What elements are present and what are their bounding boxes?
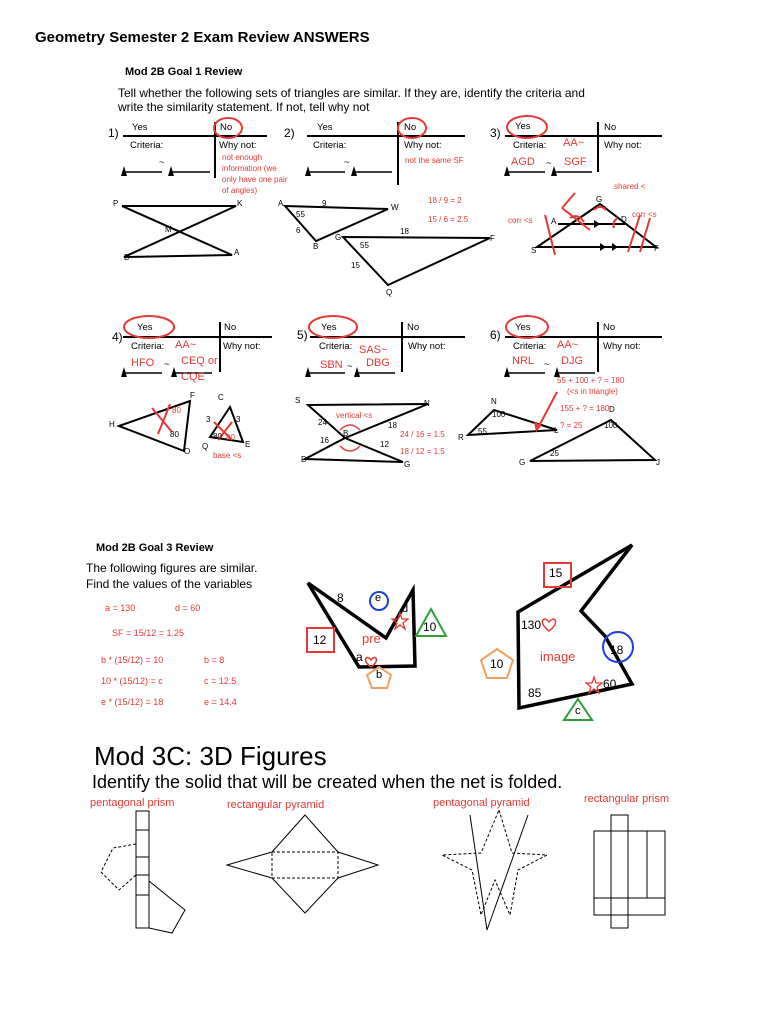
pre-d: d (402, 603, 409, 615)
p5-criteria-label: Criteria: (319, 341, 353, 352)
p2-side-18: 18 (400, 227, 409, 236)
mod3c-instructions: Identify the solid that will be created when the net is folded. (92, 772, 563, 792)
p6-arrow-line (538, 392, 557, 428)
p6-calc2: 155 + ? = 180 (560, 404, 610, 413)
pre-side-12: 12 (313, 633, 327, 647)
p5-calc1: 24 / 16 = 1.5 (400, 430, 445, 439)
p2-angle-55: 55 (296, 210, 305, 219)
pre-a: a (356, 650, 363, 664)
p1-reason: not enough information (we only have one pair of angles) (222, 153, 288, 195)
p4-criteria-label: Criteria: (131, 341, 165, 352)
p6-calc3: ? = 25 (560, 421, 583, 430)
p4-yes: Yes (137, 322, 153, 333)
p3-why-not-label: Why not: (604, 140, 642, 151)
p6-angle-55: 55 (478, 427, 487, 436)
net-answer-4: rectangular prism (584, 793, 669, 805)
p6-number: 6) (490, 328, 501, 342)
p6-calc1b: (<s in triangle) (567, 387, 618, 396)
p3-label-S: S (531, 246, 537, 255)
p5-number: 5) (297, 328, 308, 342)
p5-note-vertical: vertical <s (336, 411, 373, 420)
p3-label-D: D (621, 215, 627, 224)
p3-tri1: AGD (511, 156, 535, 168)
goal3-heading: Mod 2B Goal 3 Review (96, 542, 214, 554)
image-angle-130: 130 (521, 618, 542, 632)
p4-tilde: ~ (164, 359, 170, 370)
goal1-instructions-1: Tell whether the following sets of triangles are similar. If they are, identify the criteria and (118, 86, 585, 100)
p4-angle-80d: 80 (226, 433, 235, 442)
pre-side-10: 10 (423, 620, 437, 634)
p6-label-D: D (609, 405, 615, 414)
p4-note-base: base <s (213, 451, 242, 460)
p1-number: 1) (108, 126, 119, 140)
net-answer-2: rectangular pyramid (227, 799, 325, 811)
p6-tri2: DJG (561, 355, 583, 367)
image-angle-60: 60 (603, 677, 617, 691)
p5-label-N: N (424, 399, 430, 408)
p2-side-6: 6 (296, 226, 301, 235)
p5-why-not-label: Why not: (408, 341, 446, 352)
p6-criteria-label: Criteria: (513, 341, 547, 352)
p5-criteria-answer: SAS~ (359, 344, 388, 356)
answer-sf: SF = 15/12 = 1.25 (112, 628, 185, 638)
p5-side-16: 16 (320, 436, 329, 445)
mod3c-heading: Mod 3C: 3D Figures (94, 741, 327, 771)
goal1-instructions-2: write the similarity statement. If not, tell why not (118, 100, 370, 114)
p4-no: No (224, 322, 237, 333)
p4-tri2-line1: CEQ or (181, 355, 218, 367)
p5-label-G: G (404, 460, 411, 469)
p1-label-K: K (237, 199, 243, 208)
p2-calc2: 15 / 6 = 2.5 (428, 215, 469, 224)
p1-no: No (220, 122, 233, 133)
p2-side-9: 9 (322, 199, 327, 208)
p4-criteria-answer: AA~ (175, 339, 197, 351)
page-title: Geometry Semester 2 Exam Review ANSWERS (35, 29, 370, 46)
p3-label-G: G (596, 195, 603, 204)
p3-yes: Yes (515, 121, 531, 132)
p2-no: No (404, 122, 417, 133)
p3-note-corr-right: corr <s (632, 210, 657, 219)
p1-label-M: M (165, 225, 172, 234)
p6-yes: Yes (515, 322, 531, 333)
pre-b: b (376, 669, 383, 681)
answer-d: d = 60 (175, 603, 201, 613)
p2-side-15: 15 (351, 261, 360, 270)
p6-tilde: ~ (544, 359, 550, 370)
answer-e-eq: e * (15/12) = 18 (101, 697, 164, 707)
p6-label-R: R (458, 433, 464, 442)
net-pentagonal-prism (101, 811, 185, 933)
p5-side-18: 18 (388, 421, 397, 430)
p3-criteria-answer: AA~ (563, 137, 585, 149)
p6-angle-100b: 100 (604, 421, 618, 430)
p4-tri1: HFO (131, 357, 155, 369)
image-side-15: 15 (549, 566, 563, 580)
p6-label-L: L (554, 426, 559, 435)
p5-label-S: S (295, 396, 301, 405)
image-angle-85: 85 (528, 686, 542, 700)
p5-label-D: D (301, 455, 307, 464)
p4-side-3: 3 (206, 415, 211, 424)
p4-number: 4) (112, 330, 123, 344)
p4-why-not-label: Why not: (223, 341, 261, 352)
p3-number: 3) (490, 126, 501, 140)
pre-e: e (375, 592, 382, 604)
p6-angle-100: 100 (492, 410, 506, 419)
p4-figure (119, 401, 243, 451)
p3-no: No (604, 122, 617, 133)
p4-label-Q: Q (202, 442, 209, 451)
p6-angle-25: 25 (550, 449, 559, 458)
p6-label-N: N (491, 397, 497, 406)
p2-why-not-label: Why not: (404, 140, 442, 151)
p4-angle-80c: 80 (213, 432, 222, 441)
p4-angle-80b: 80 (170, 430, 179, 439)
p3-note-shared: shared < (614, 182, 646, 191)
p5-side-12: 12 (380, 440, 389, 449)
p4-label-C: C (218, 393, 224, 402)
p5-no: No (407, 322, 420, 333)
goal3-line2: Find the values of the variables (86, 577, 253, 591)
net-pentagonal-pyramid (442, 810, 547, 930)
p4-side-3b: 3 (236, 415, 241, 424)
p2-label-F: F (490, 234, 495, 243)
p6-criteria-answer: AA~ (557, 339, 579, 351)
p3-label-A: A (551, 217, 557, 226)
p4-label-E: E (245, 440, 251, 449)
p5-tri1: SBN (320, 359, 343, 371)
p2-label-W: W (391, 203, 399, 212)
p2-reason: not the same SF (405, 156, 464, 165)
p1-label-P: P (113, 199, 119, 208)
net-answer-1: pentagonal prism (90, 797, 175, 809)
image-side-10: 10 (490, 657, 504, 671)
p2-criteria-label: Criteria: (313, 140, 347, 151)
p1-tilde: ~ (159, 157, 165, 168)
image-c: c (575, 705, 581, 717)
answer-c: c = 12.5 (204, 676, 237, 686)
net-answer-3: pentagonal pyramid (433, 797, 530, 809)
p2-tilde: ~ (344, 157, 350, 168)
p3-note-corr-left: corr <s (508, 216, 533, 225)
p5-yes: Yes (321, 322, 337, 333)
triangle-symbol-icon (121, 166, 127, 176)
p1-criteria-label: Criteria: (130, 140, 164, 151)
pre-label: pre (362, 631, 381, 646)
p2-label-Q: Q (386, 288, 393, 297)
p6-no: No (603, 322, 616, 333)
answer-c-eq: 10 * (15/12) = c (101, 676, 163, 686)
p4-tri2-line2: CQE (181, 371, 205, 383)
p2-label-B: B (313, 242, 319, 251)
p3-criteria-label: Criteria: (513, 140, 547, 151)
image-heart-icon (542, 619, 555, 631)
p1-label-A: A (234, 248, 240, 257)
p4-label-F: F (190, 391, 195, 400)
p6-tri1: NRL (512, 355, 535, 367)
p6-label-G: G (519, 458, 526, 467)
image-label: image (540, 649, 576, 664)
image-side-18: 18 (610, 643, 624, 657)
p5-tilde: ~ (347, 361, 353, 372)
p5-tri2: DBG (366, 357, 390, 369)
p2-label-G: G (335, 233, 342, 242)
p1-label-B: B (124, 253, 130, 262)
p6-calc1: 55 + 100 + ? = 180 (557, 376, 625, 385)
goal1-heading: Mod 2B Goal 1 Review (125, 66, 243, 78)
p2-yes: Yes (317, 122, 333, 133)
net-rectangular-prism (594, 815, 665, 928)
pre-side-8: 8 (337, 591, 344, 605)
p2-calc1: 18 / 9 = 2 (428, 196, 462, 205)
net-rectangular-pyramid (227, 815, 378, 913)
p1-figure (122, 206, 236, 257)
p2-label-A: A (278, 199, 284, 208)
answer-b-eq: b * (15/12) = 10 (101, 655, 164, 665)
p6-why-not-label: Why not: (603, 341, 641, 352)
p4-label-O: O (184, 447, 191, 456)
p5-label-B: B (343, 429, 349, 438)
p2-number: 2) (284, 126, 295, 140)
answer-a: a = 130 (105, 603, 136, 613)
p6-label-J: J (656, 458, 660, 467)
p4-angle-80: 80 (172, 406, 181, 415)
p3-tri2: SGF (564, 156, 587, 168)
p4-label-H: H (109, 420, 115, 429)
p1-yes: Yes (132, 122, 148, 133)
p5-calc2: 18 / 12 = 1.5 (400, 447, 445, 456)
goal3-line1: The following figures are similar. (86, 561, 258, 575)
p3-label-F: F (654, 244, 659, 253)
p3-tilde: ~ (546, 158, 552, 169)
p2-angle-55b: 55 (360, 241, 369, 250)
answer-b: b = 8 (204, 655, 225, 665)
answer-e: e = 14.4 (204, 697, 237, 707)
p1-why-not-label: Why not: (219, 140, 257, 151)
p5-side-24: 24 (318, 418, 327, 427)
